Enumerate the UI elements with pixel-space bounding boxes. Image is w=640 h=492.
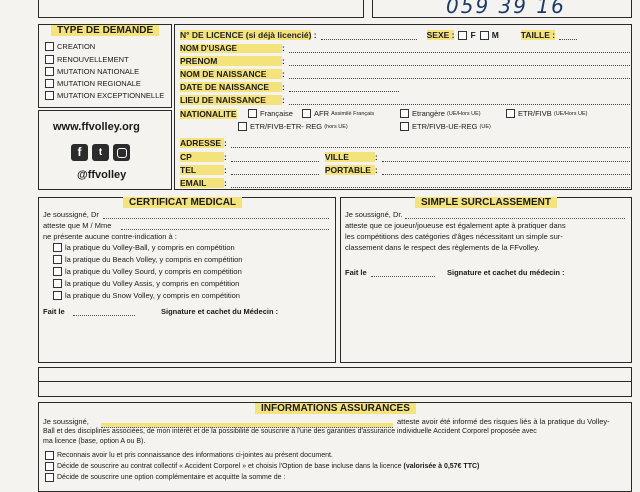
taille-label: TAILLE : (520, 30, 556, 40)
checkbox[interactable] (238, 122, 247, 131)
checkbox[interactable] (45, 462, 54, 471)
assurance-option-lu[interactable]: Reconnais avoir lu et pris connaissance des informations ci-jointes au présent document. (45, 451, 333, 460)
cert-option-snow[interactable]: la pratique du Snow Volley, y compris en compétition (53, 291, 240, 300)
doctor-name-field[interactable] (103, 218, 329, 219)
cert-option-beach[interactable]: la pratique du Beach Volley, y compris en compétition (53, 255, 242, 264)
surclassement-doctor-field[interactable] (405, 218, 625, 219)
assurances-box: INFORMATIONS ASSURANCES Je soussigné, atteste avoir été informé des risques liés à la pratique du Volley- Ball et des disciplines associées, de mon intérêt et de la possibilité de souscrire à l'une des garanties d'assurance individuelle Accident Corporel proposée avec ma licence (base, option A ou B). Reconnais avoir lu et pris connaissance des informations ci-jointes au présent document. Décide de souscrire au contrat collectif « Accident Corporel » et choisis l'Option de base incluse dans la licence (valorisée à 0,57€ TTC) Décide de souscrire une option complémentaire et acquitte la somme de : (38, 402, 632, 492)
checkbox[interactable] (302, 109, 311, 118)
empty-band-divider (39, 381, 631, 382)
type-demande-box (38, 24, 172, 108)
checkbox[interactable] (400, 109, 409, 118)
brand-box (38, 110, 172, 190)
checkbox[interactable] (53, 291, 62, 300)
surclassement-signature-label: Signature et cachet du médecin : (447, 268, 565, 277)
assurances-title: INFORMATIONS ASSURANCES (255, 403, 416, 414)
cert-date-field[interactable] (73, 315, 135, 316)
checkbox[interactable] (45, 42, 54, 51)
top-left-box (38, 0, 364, 18)
checkbox[interactable] (53, 255, 62, 264)
surclassement-title: SIMPLE SURCLASSEMENT (415, 197, 557, 208)
checkbox[interactable] (45, 67, 54, 76)
checkbox[interactable] (45, 451, 54, 460)
sexe-f-checkbox[interactable] (458, 31, 467, 40)
checkbox[interactable] (45, 473, 54, 482)
cert-signature-label: Signature et cachet du Médecin : (161, 307, 279, 316)
cp-field[interactable] (231, 153, 319, 162)
cert-option-sourd[interactable]: la pratique du Volley Sourd, y compris en compétition (53, 267, 242, 276)
sexe-label: SEXE : (426, 30, 455, 40)
date-naissance-field[interactable] (289, 83, 399, 92)
option-mutation-regionale[interactable]: MUTATION REGIONALE (45, 79, 141, 88)
checkbox[interactable] (53, 243, 62, 252)
cert-option-volleyball[interactable]: la pratique du Volley-Ball, y compris en compétition (53, 243, 235, 252)
option-mutation-exceptionnelle[interactable]: MUTATION EXCEPTIONNELLE (45, 91, 164, 100)
checkbox[interactable] (45, 79, 54, 88)
assurance-option-base[interactable]: Décide de souscrire au contrat collectif « Accident Corporel » et choisis l'Option de base incluse dans la licence (valorisée à 0,57€ TTC) (45, 462, 479, 471)
checkbox[interactable] (248, 109, 257, 118)
email-field[interactable] (231, 179, 630, 188)
social-handle: @ffvolley (77, 169, 127, 181)
checkbox[interactable] (45, 55, 54, 64)
nat-etr-fivb-etr-reg[interactable]: ETR/FIVB-ETR- REG (hors UE) (238, 122, 348, 131)
lieu-naissance-row: LIEU DE NAISSANCE : (180, 93, 630, 105)
nom-naissance-row: NOM DE NAISSANCE : (180, 67, 630, 79)
prenom-field[interactable] (289, 57, 630, 66)
instagram-icon[interactable] (113, 144, 130, 161)
taille-field[interactable] (559, 31, 577, 40)
nationalite-row (180, 109, 620, 135)
nom-naissance-field[interactable] (289, 70, 630, 79)
portable-field[interactable] (382, 166, 630, 175)
twitter-icon[interactable]: t (92, 144, 109, 161)
empty-band (38, 367, 632, 397)
option-renouvellement[interactable]: RENOUVELLEMENT (45, 55, 129, 64)
nat-etrangere[interactable]: Etrangère (UE/Hors UE) (400, 109, 481, 118)
checkbox[interactable] (53, 267, 62, 276)
nom-usage-field[interactable] (289, 44, 630, 53)
sexe-m-checkbox[interactable] (480, 31, 489, 40)
email-row: EMAIL : (180, 176, 630, 188)
ville-field[interactable] (382, 153, 630, 162)
adresse-field[interactable] (231, 139, 630, 148)
licence-row: N° DE LICENCE (si déjà licencié) : SEXE : F M TAILLE : (180, 28, 622, 40)
handwritten-licence-number: 059 39 16 (446, 0, 566, 18)
cert-option-assis[interactable]: la pratique du Volley Assis, y compris en compétition (53, 279, 239, 288)
assurance-option-complementaire[interactable]: Décide de souscrire une option complémentaire et acquitte la somme de : (45, 473, 285, 482)
website-link[interactable]: www.ffvolley.org (53, 121, 140, 133)
date-naissance-row: DATE DE NAISSANCE : (180, 80, 630, 92)
licence-field[interactable] (321, 31, 417, 40)
checkbox[interactable] (45, 91, 54, 100)
nat-etr-fivb-ue-reg[interactable]: ETR/FIVB-UE-REG (UE) (400, 122, 491, 131)
nat-etr-fivb[interactable]: ETR/FIVB (UE/Hors UE) (506, 109, 587, 118)
cp-ville-row: CP : VILLE : (180, 150, 630, 162)
facebook-icon[interactable]: f (71, 144, 88, 161)
checkbox[interactable] (400, 122, 409, 131)
tel-portable-row: TEL : PORTABLE : (180, 163, 630, 175)
certificat-title: CERTIFICAT MEDICAL (123, 197, 242, 208)
certificat-box: CERTIFICAT MEDICAL Je soussigné, Dr atteste que M / Mme ne présente aucune contre-indication à : la pratique du Volley-Ball, y compris en compétition la pratique du Beach Volley, y compris en compétition la pratique du Volley Sourd, y compris en compétition la pratique du Volley Assis, y compris en compétition la pratique du Snow Volley, y compris en compétition Fait le Signature et cachet du Médecin : (38, 197, 336, 363)
tel-field[interactable] (231, 166, 319, 175)
nat-francaise[interactable]: Française (248, 109, 293, 118)
type-demande-title: TYPE DE DEMANDE (51, 25, 159, 36)
nat-afr[interactable]: AFR Assimilé Français (302, 109, 374, 118)
social-icons (69, 144, 132, 161)
lieu-naissance-field[interactable] (289, 96, 630, 105)
licence-label: N° DE LICENCE (si déjà licencié) (180, 30, 312, 40)
patient-name-field[interactable] (121, 229, 329, 230)
checkbox[interactable] (506, 109, 515, 118)
nom-usage-row: NOM D'USAGE : (180, 41, 630, 53)
checkbox[interactable] (53, 279, 62, 288)
surclassement-box: SIMPLE SURCLASSEMENT Je soussigné, Dr. atteste que ce joueur/joueuse est également apte à pratiquer dans les compétitions des catégories d'âges nécessitant un simple sur- classement dans le respect des règlements de la FFvolley. Fait le Signature et cachet du médecin : (340, 197, 632, 363)
adresse-row: ADRESSE : (180, 136, 630, 148)
option-creation[interactable]: CREATION (45, 42, 95, 51)
option-mutation-nationale[interactable]: MUTATION NATIONALE (45, 67, 139, 76)
nationalite-label: NATIONALITE (180, 109, 237, 119)
surclassement-date-field[interactable] (371, 276, 435, 277)
prenom-row: PRENOM : (180, 54, 630, 66)
